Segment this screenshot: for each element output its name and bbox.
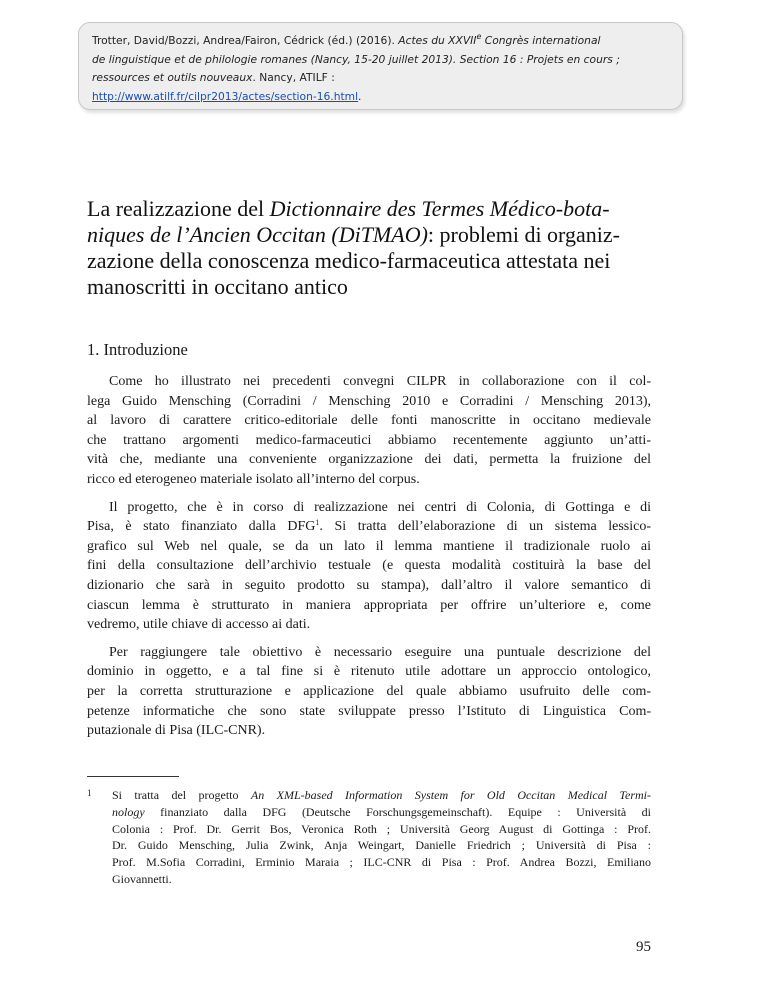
text-line: al lavoro di carattere critico-editoriale delle fonti manoscritte in occitano medievale [87, 413, 651, 429]
text-line: dizionario che sarà in seguito prodotto su stampa), dall’altro il valore semantico di [87, 577, 651, 593]
title-text: : problemi di organiz- [427, 222, 620, 247]
footnote-line: Giovannetti. [112, 871, 172, 886]
title-line-3 [87, 248, 647, 274]
citation-italic-2: Congrès international [481, 34, 601, 47]
text-line: che trattano argomenti medico-farmaceutici abbiamo recentemente aggiunto un’atti- [87, 432, 651, 448]
paragraph-1 [87, 372, 651, 490]
text-line: lega Guido Mensching (Corradini / Mensching 2010 e Corradini / Mensching 2013), [87, 393, 651, 409]
citation-line-2 [92, 51, 670, 70]
title-italic: niques de l’Ancien Occitan (DiTMAO) [87, 222, 428, 247]
text-line: petenze informatiche che sono state sviluppate presso l’Istituto di Linguistica Com- [87, 703, 651, 719]
text-line: ricco ed eterogeneo materiale isolato all’interno del corpus. [87, 471, 420, 487]
citation-proceedings-title [398, 34, 600, 47]
title-text: La realizzazione del [87, 196, 270, 221]
text-line: putazionale di Pisa (ILC-CNR). [87, 723, 266, 739]
title-text: zazione della conoscenza medico-farmaceutica attestata nei [87, 248, 611, 273]
citation-italic-4: ressources et outils nouveaux [92, 71, 253, 84]
title-text: manoscritti in occitano antico [87, 274, 348, 299]
footnote-italic: An XML-based Information System for Old Occitan Medical Termi- [250, 788, 651, 802]
title-italic: Dictionnaire des Termes Médico-bota- [269, 196, 610, 221]
citation-italic-1: Actes du XXVII [398, 34, 477, 47]
citation-italic-3: de linguistique et de philologie romanes (Nancy, 15-20 juillet 2013). Section 16 : Projets en cours ; [92, 52, 620, 66]
footnote-divider [87, 776, 179, 777]
paragraph-2 [87, 498, 651, 635]
citation-box [78, 22, 683, 110]
paragraph-3 [87, 643, 651, 741]
text-line: vedremo, utile chiave di accesso ai dati. [87, 617, 311, 633]
page-number: 95 [636, 939, 651, 955]
text-line: fini della consultazione dell’archivio testuale (e questa modalità costituirà la base del [87, 558, 651, 574]
text-line-with-footnote [87, 517, 651, 537]
text-line: dominio in oggetto, e a tal fine si è ritenuto utile adottare un approccio ontologico, [87, 664, 651, 680]
citation-line-1 [92, 32, 670, 51]
text-line: Per raggiungere tale obiettivo è necessario eseguire una puntuale descrizione del [109, 644, 651, 660]
footnote-line [112, 787, 651, 804]
footnote-text: Si tratta del progetto [112, 788, 251, 802]
footnote-line: Dr. Guido Mensching, Julia Zwink, Anja Weingart, Danielle Friedrich ; Università di Pisa : [112, 838, 651, 853]
paper-title [87, 196, 647, 300]
section-heading: 1. Introduzione [87, 340, 188, 359]
footnote-marker: 1 [87, 788, 92, 798]
text-segment: Pisa, è stato finanziato dalla DFG [87, 519, 316, 535]
text-line: vità che, mediante una conveniente organizzazione dei dati, permetta la fruizione del [87, 452, 651, 468]
citation-url-link[interactable]: http://www.atilf.fr/cilpr2013/actes/section-16.html [92, 89, 359, 103]
title-line-1 [87, 196, 647, 222]
footnote-line [112, 804, 651, 821]
footnote-line: Colonia : Prof. Dr. Gerrit Bos, Veronica Roth ; Università Georg August di Gottinga : Prof. [112, 821, 651, 836]
citation-publisher: . Nancy, ATILF : [252, 71, 335, 84]
text-line: Il progetto, che è in corso di realizzazione nei centri di Colonia, di Gottinga e di [109, 499, 651, 515]
text-line: ciascun lemma è strutturato in maniera appropriata per offrire un’ulteriore e, come [87, 597, 651, 613]
citation-line-3 [92, 69, 670, 88]
text-segment: . Si tratta dell’elaborazione di un sistema lessico- [319, 519, 651, 535]
text-line: per la corretta strutturazione e applicazione del quale abbiamo usufruito delle com- [87, 683, 651, 699]
citation-authors: Trotter, David/Bozzi, Andrea/Fairon, Cédrick (éd.) (2016). [92, 34, 399, 47]
citation-url-suffix: . [358, 89, 362, 103]
body-text [87, 372, 651, 749]
footnote-body [112, 787, 651, 888]
title-line-2 [87, 222, 647, 248]
footnote-text: finanziato dalla DFG (Deutsche Forschungsgemeinschaft). Equipe : Università di [144, 804, 651, 819]
citation-line-4 [92, 88, 670, 107]
text-line: grafico sul Web nel quale, se da un lato il lemma mantiene il tradizionale ruolo ai [87, 538, 651, 554]
text-line: Come ho illustrato nei precedenti convegni CILPR in collaborazione con il col- [109, 374, 651, 389]
footnote-italic: nology [112, 804, 145, 819]
title-line-4 [87, 274, 647, 300]
citation-sup: e [476, 32, 482, 41]
footnote-line: Prof. M.Sofia Corradini, Erminio Maraia ; ILC-CNR di Pisa : Prof. Andrea Bozzi, Emiliano [112, 855, 651, 870]
footnote-reference[interactable]: 1 [315, 518, 320, 528]
